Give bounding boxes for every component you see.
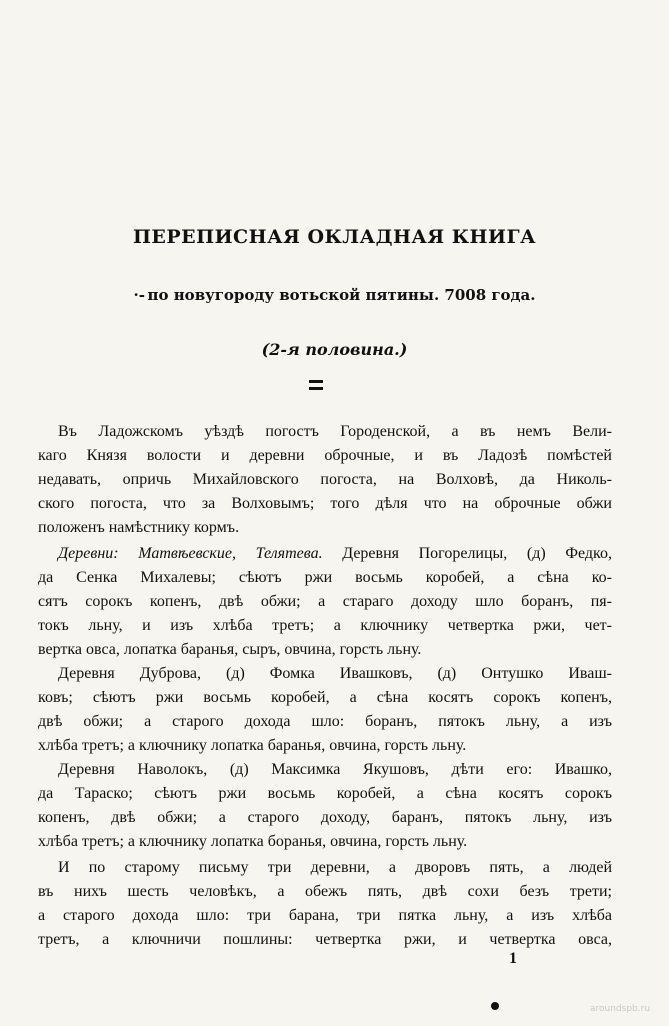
text-line: Деревня Дуброва, (д) Фомка Ивашковъ, (д) Онтушко Иваш- xyxy=(58,665,612,682)
text-line xyxy=(38,542,612,566)
text-line: да Тараско; сѣютъ ржи восьмь коробей, а сѣна косятъ сорокъ xyxy=(38,785,612,802)
text-line: каго Князя волости и деревни оброчные, и въ Ладозѣ помѣстей xyxy=(38,447,612,464)
text-line: И по старому письму три деревни, а дворовъ пять, а людей xyxy=(58,859,612,876)
text-line: недавать, опричь Михайловского погоста, на Волховѣ, да Николь- xyxy=(38,471,612,488)
text-line: въ нихъ шесть человѣкъ, а обежъ пять, двѣ сохи безъ трети; xyxy=(38,883,612,900)
text-line: ковъ; сѣютъ ржи восьмь коробей, а сѣна косятъ сорокъ копенъ, xyxy=(38,689,612,706)
text-line: хлѣба третъ; а ключнику лопатка баранья, овчина, горсть льну. xyxy=(38,737,467,754)
page-number: 1 xyxy=(509,950,517,967)
text-line: вертка овса, лопатка баранья, сыръ, овчина, горсть льну. xyxy=(38,641,422,658)
text-line: ского погоста, что за Волховымъ; того дѣля что на оброчные обжи xyxy=(38,495,612,512)
paragraph-3 xyxy=(38,662,612,758)
text-line: Деревня Наволокъ, (д) Максимка Якушовъ, дѣти его: Ивашко, xyxy=(58,761,612,778)
page-subtitle xyxy=(0,286,669,304)
page-title: ПЕРЕПИСНАЯ ОКЛАДНАЯ КНИГА xyxy=(132,226,537,248)
paragraph-4 xyxy=(38,758,612,854)
paragraph-lead: Деревни: Матвѣевские, Телятева. xyxy=(58,545,323,562)
text-line: Въ Ладожскомъ уѣздѣ погостъ Городенской, а въ немъ Вели- xyxy=(58,423,612,440)
text-line: копенъ, двѣ обжи; а старого доходу, баранъ, пятокъ льну, изъ xyxy=(38,809,612,826)
text-line: да Сенка Михалевы; сѣютъ ржи восьмь коробей, а сѣна ко- xyxy=(38,569,612,586)
half-label: (2-я половина.) xyxy=(261,340,408,359)
text-line: хлѣба третъ; а ключнику лопатка боранья, овчина, горсть льну. xyxy=(38,833,468,850)
paragraph-5 xyxy=(38,856,612,952)
paragraph-1 xyxy=(38,420,612,540)
text-line-rest: Деревня Погорелицы, (д) Федко, xyxy=(322,545,612,562)
subtitle-text: по новугороду вотьской пятины. 7008 года. xyxy=(147,286,536,304)
text-line: сятъ сорокъ копенъ, двѣ обжи; а стараго доходу шло боранъ, пя- xyxy=(38,593,612,610)
text-line: третъ, а ключничи пошлины: четвертка ржи, и четвертка овса, xyxy=(38,931,612,948)
text-line: а старого дохода шло: три барана, три пятка льну, а изъ хлѣба xyxy=(38,907,612,924)
watermark: aroundspb.ru xyxy=(590,1004,651,1014)
subtitle-dash: ·- xyxy=(133,286,145,304)
text-line: положенъ намѣстнику кормъ. xyxy=(38,519,240,536)
text-line: токъ льну, и изъ хлѣба третъ; а ключнику четвертка ржи, чет- xyxy=(38,617,612,634)
paragraph-2 xyxy=(38,542,612,662)
equals-divider xyxy=(309,380,323,394)
text-line: двѣ обжи; а старого дохода шло: боранъ, пятокъ льну, а изъ xyxy=(38,713,612,730)
ink-dot xyxy=(491,1002,499,1010)
